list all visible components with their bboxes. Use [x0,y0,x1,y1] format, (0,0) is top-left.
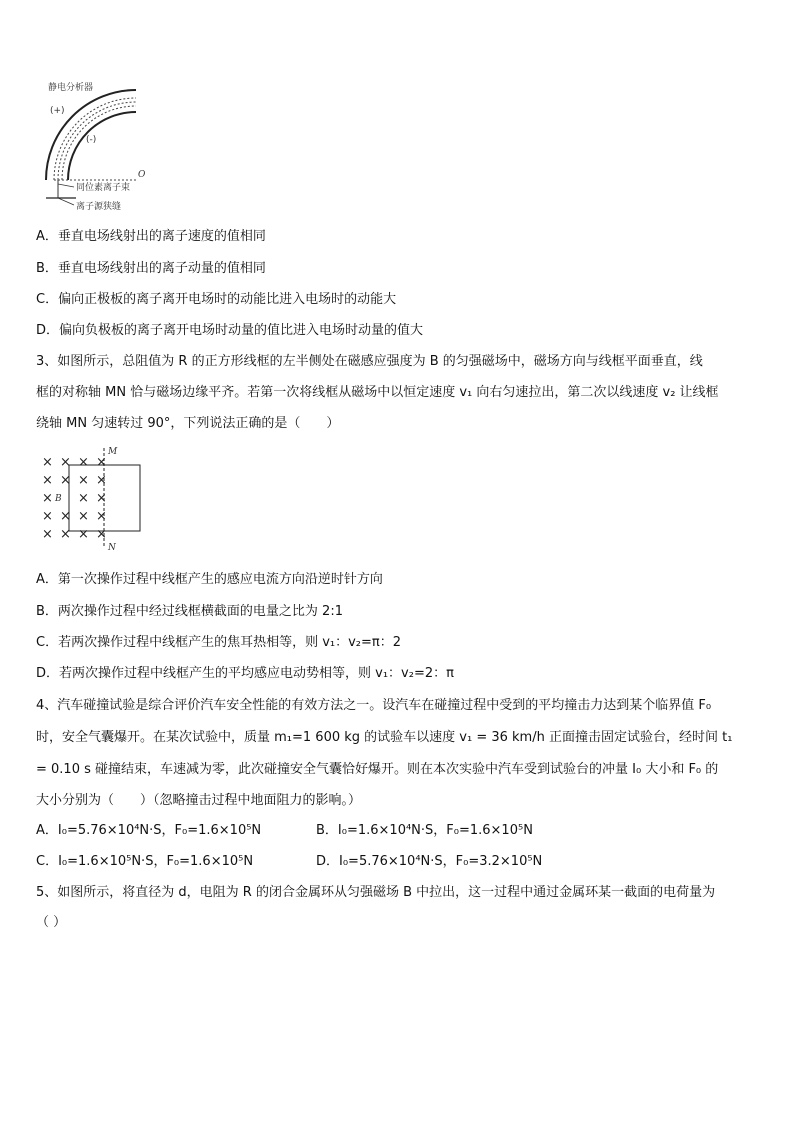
analyzer-label: 静电分析器 [48,83,94,93]
q2-option-d: D．偏向负极板的离子离开电场时动量的值比进入电场时动量的值大 [36,323,424,338]
svg-text:×: × [60,455,71,470]
svg-text:×: × [96,455,107,470]
svg-text:×: × [96,509,107,524]
q5-stem-line-1: 5、如图所示，将直径为 d，电阻为 R 的闭合金属环从匀强磁场 B 中拉出，这一过程中通过金属环某一截面的电荷量为 [36,885,716,900]
origin-label: O [138,170,146,180]
axis-m-label: M [108,447,118,457]
field-b-label: B [55,494,62,504]
svg-text:×: × [96,527,107,542]
electrostatic-analyzer-figure [36,80,166,220]
plus-plate-label: (+) [50,106,65,116]
svg-text:×: × [96,491,107,506]
svg-text:×: × [42,491,53,506]
q4-option-a: A．I₀=5.76×10⁴N·S，F₀=1.6×10⁵N [36,823,262,838]
beam-label: 同位素离子束 [76,183,131,193]
q4-stem-line-3: = 0.10 s 碰撞结束，车速减为零，此次碰撞安全气囊恰好爆开。则在本次实验中汽车受到试验台的冲量 I₀ 大小和 F₀ 的 [36,762,719,777]
q3-stem-line-1: 3、如图所示，总阻值为 R 的正方形线框的左半侧处在磁感应强度为 B 的匀强磁场中，磁场方向与线框平面垂直，线 [36,354,703,369]
q4-stem-line-2: 时，安全气囊爆开。在某次试验中，质量 m₁=1 600 kg 的试验车以速度 v₁ = 36 km/h 正面撞击固定试验台，经时间 t₁ [36,730,733,745]
q2-option-a: A．垂直电场线射出的离子速度的值相同 [36,229,266,244]
axis-n-label: N [108,543,116,553]
svg-text:×: × [42,455,53,470]
svg-text:×: × [42,509,53,524]
svg-text:×: × [78,473,89,488]
svg-text:×: × [78,509,89,524]
q4-stem-line-4: 大小分别为（ ）（忽略撞击过程中地面阻力的影响。） [36,793,362,808]
minus-plate-label: (-) [86,135,97,145]
q4-option-d: D．I₀=5.76×10⁴N·S，F₀=3.2×10⁵N [316,854,543,869]
magnetic-field-frame-figure [40,444,150,554]
q3-stem-line-2: 框的对称轴 MN 恰与磁场边缘平齐。若第一次将线框从磁场中以恒定速度 v₁ 向右匀速拉出，第二次以线速度 v₂ 让线框 [36,385,719,400]
slit-label: 离子源狭缝 [76,202,122,212]
q3-option-a: A．第一次操作过程中线框产生的感应电流方向沿逆时针方向 [36,572,383,587]
svg-text:×: × [60,473,71,488]
q4-stem-line-1: 4、汽车碰撞试验是综合评价汽车安全性能的有效方法之一。设汽车在碰撞过程中受到的平均撞击力达到某个临界值 F₀ [36,698,712,713]
q3-option-d: D．若两次操作过程中线框产生的平均感应电动势相等，则 v₁：v₂=2：π [36,666,454,681]
q4-option-b: B．I₀=1.6×10⁴N·S，F₀=1.6×10⁵N [316,823,533,838]
q3-option-c: C．若两次操作过程中线框产生的焦耳热相等，则 v₁：v₂=π：2 [36,635,402,650]
svg-text:×: × [60,527,71,542]
svg-text:×: × [42,527,53,542]
q4-option-c: C．I₀=1.6×10⁵N·S，F₀=1.6×10⁵N [36,854,254,869]
q3-option-b: B．两次操作过程中经过线框横截面的电量之比为 2:1 [36,604,343,619]
svg-text:×: × [78,527,89,542]
svg-text:×: × [42,473,53,488]
svg-text:×: × [78,491,89,506]
q5-stem-line-2: （ ） [36,915,67,930]
q2-option-b: B．垂直电场线射出的离子动量的值相同 [36,261,266,276]
svg-text:×: × [78,455,89,470]
q3-stem-line-3: 绕轴 MN 匀速转过 90°，下列说法正确的是（ ） [36,416,340,431]
q2-option-c: C．偏向正极板的离子离开电场时的动能比进入电场时的动能大 [36,292,397,307]
svg-text:×: × [96,473,107,488]
svg-text:×: × [60,509,71,524]
